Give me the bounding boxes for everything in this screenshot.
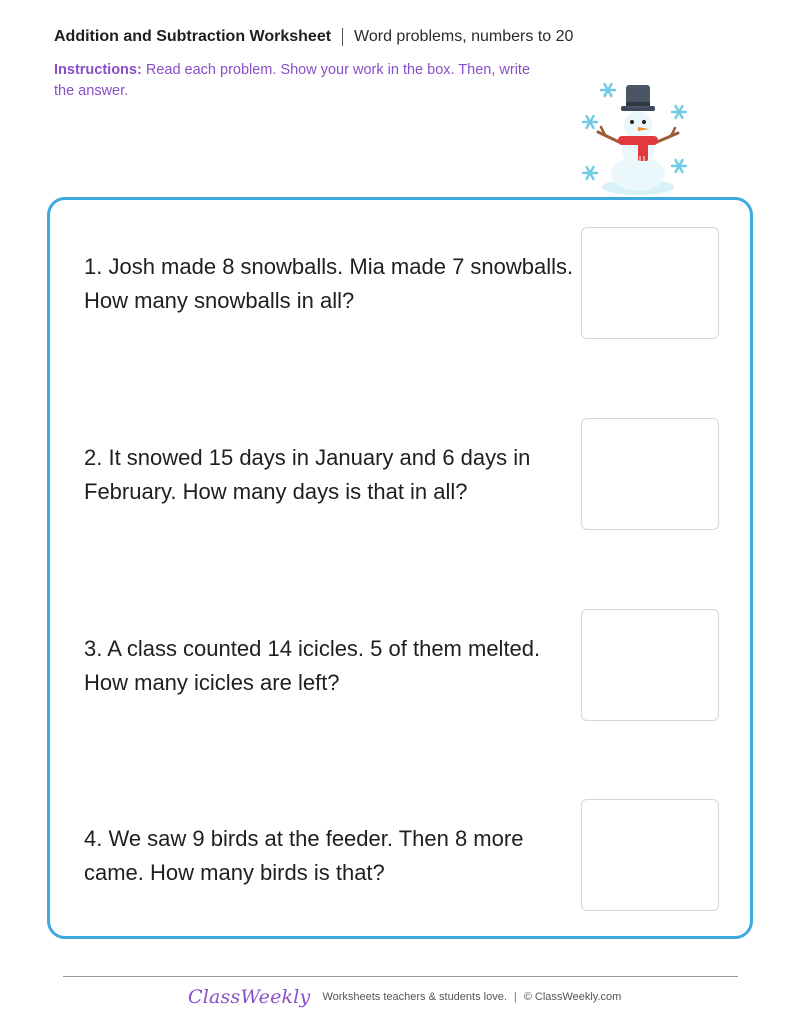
worksheet-header xyxy=(54,28,573,46)
answer-box-3[interactable] xyxy=(581,609,719,721)
answer-box-2[interactable] xyxy=(581,418,719,530)
problems-panel xyxy=(47,197,753,939)
instructions-label: Instructions: xyxy=(54,62,142,78)
footer-tagline: Worksheets teachers & students love. xyxy=(322,991,507,1003)
problem-1: 1. Josh made 8 snowballs. Mia made 7 snowballs. How many snowballs in all? xyxy=(84,254,574,313)
problem-4: 4. We saw 9 birds at the feeder. Then 8 more came. How many birds is that? xyxy=(84,826,524,885)
worksheet-subtitle: Word problems, numbers to 20 xyxy=(354,28,574,45)
worksheet-title: Addition and Subtraction Worksheet xyxy=(54,28,332,45)
footer xyxy=(188,986,621,1008)
instructions xyxy=(54,60,534,102)
snowman-icon xyxy=(574,76,694,198)
footer-divider xyxy=(63,976,738,977)
answer-box-1[interactable] xyxy=(581,227,719,339)
brand-logo: ClassWeekly xyxy=(188,986,311,1008)
footer-separator: | xyxy=(513,991,517,1003)
problem-3: 3. A class counted 14 icicles. 5 of them melted. How many icicles are left? xyxy=(84,636,541,695)
header-divider xyxy=(342,28,343,46)
footer-copyright: © ClassWeekly.com xyxy=(523,991,622,1003)
problem-2: 2. It snowed 15 days in January and 6 days in February. How many days is that in all? xyxy=(84,445,531,504)
answer-box-4[interactable] xyxy=(581,799,719,911)
instructions-text: Read each problem. Show your work in the box. Then, write the answer. xyxy=(54,62,531,99)
